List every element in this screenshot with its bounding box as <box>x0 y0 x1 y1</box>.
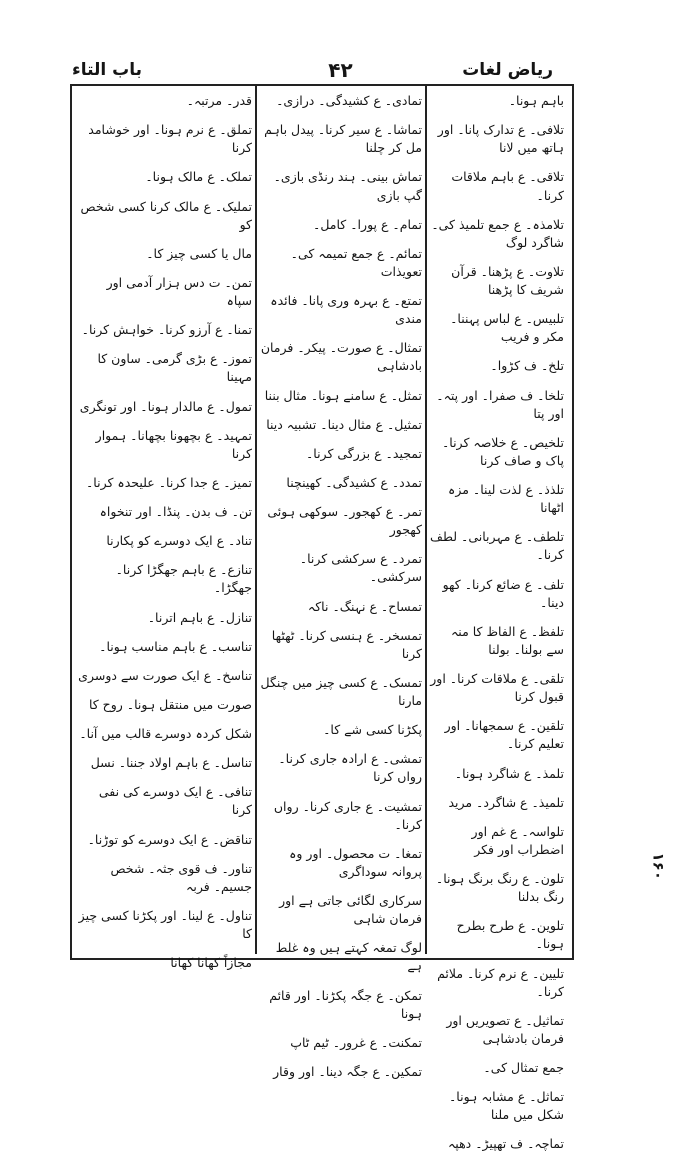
column-middle <box>260 92 422 1079</box>
dictionary-entry: تمول۔ ع مالدار ہونا۔ اور تونگری <box>79 398 252 414</box>
dictionary-entry: تمکن۔ ع جگہ پکڑنا۔ اور قائم ہونا <box>269 987 422 1021</box>
dictionary-entry: تمغا۔ ت محصول۔ اور وہ پروانہ سوداگری <box>289 845 422 879</box>
dictionary-entry: تماثل۔ ع مشابہ ہونا۔ شکل میں ملنا <box>448 1089 564 1123</box>
dictionary-entry: تمادی۔ ع کشیدگی۔ درازی۔ <box>276 93 422 108</box>
dictionary-entry: تناد۔ ع ایک دوسرے کو پکارنا <box>106 533 252 549</box>
column-left <box>78 92 252 971</box>
dictionary-entry: تلون۔ ع رنگ برنگ ہونا۔ رنگ بدلنا <box>435 871 564 905</box>
dictionary-entry: مجازاً کھانا کھانا <box>170 955 252 971</box>
section-title: باب التاء <box>72 60 142 80</box>
dictionary-entry: تماثیل۔ ع تصویریں اور فرمان بادشاہی <box>446 1012 564 1046</box>
dictionary-entry: تمسک۔ ع کسی چیز میں چنگل مارنا <box>260 674 422 708</box>
column-divider-left <box>255 86 257 954</box>
dictionary-entry: تناور۔ ف قوی جثہ۔ شخص جسیم۔ فربہ <box>110 860 252 894</box>
dictionary-entry: باہم ہونا۔ <box>508 93 564 108</box>
dictionary-entry: قدر۔ مرتبہ۔ <box>186 93 252 108</box>
dictionary-entry: تلف۔ ع ضائع کرنا۔ کھو دینا۔ <box>442 576 564 610</box>
dictionary-entry: تمائم۔ ع جمع تمیمہ کی۔ تعویذات <box>290 245 422 279</box>
dictionary-entry: تناسب۔ ع باہم مناسب ہونا۔ <box>99 638 252 654</box>
dictionary-entry: تمکین۔ ع جگہ دینا۔ اور وقار <box>273 1063 422 1079</box>
dictionary-entry: تمجید۔ ع بزرگی کرنا۔ <box>305 445 422 461</box>
dictionary-entry: تمتع۔ ع بہرہ وری پانا۔ فائدہ مندی <box>270 293 422 327</box>
dictionary-entry: تنافی۔ ع ایک دوسرے کی نفی کرنا <box>98 784 252 818</box>
dictionary-entry: تمکنت۔ ع غرور۔ ٹیم ٹاپ <box>290 1034 422 1050</box>
page-number: ۴۲ <box>328 58 353 82</box>
dictionary-entry: تملق۔ ع نرم ہونا۔ اور خوشامد کرنا <box>88 122 252 156</box>
dictionary-entry: تلمیذ۔ ع شاگرد۔ مرید <box>448 794 564 810</box>
dictionary-entry: تمساح۔ ع نہنگ۔ ناکہ <box>307 598 422 614</box>
dictionary-entry: تلاوت۔ ع پڑھنا۔ قرآن شریف کا پڑھنا <box>451 263 564 297</box>
dictionary-entry: تنازل۔ ع باہم اترنا۔ <box>147 609 252 625</box>
dictionary-entry: تمنا۔ ع آرزو کرنا۔ خواہش کرنا۔ <box>81 322 252 338</box>
dictionary-entry: تلمذ۔ ع شاگرد ہونا۔ <box>454 765 564 781</box>
dictionary-entry: تمرد۔ ع سرکشی کرنا۔ سرکشی۔ <box>299 551 422 585</box>
dictionary-entry: تلبیس۔ ع لباس پہننا۔ مکر و فریب <box>450 311 564 345</box>
dictionary-entry: تن۔ ف بدن۔ پنڈا۔ اور تنخواہ <box>99 504 252 519</box>
dictionary-entry: تلوین۔ ع طرح بطرح ہونا۔ <box>456 918 564 952</box>
dictionary-entry: تلخ۔ ف کڑوا۔ <box>490 358 564 374</box>
dictionary-entry: تلفظ۔ ع الفاظ کا منہ سے بولنا۔ بولنا <box>450 623 564 657</box>
dictionary-entry: پکڑنا کسی شے کا۔ <box>323 722 422 738</box>
dictionary-entry: تناسل۔ ع باہم اولاد جننا۔ نسل <box>90 755 252 771</box>
dictionary-entry: تنازع۔ ع باہم جھگڑا کرنا۔ جھگڑا۔ <box>115 562 252 596</box>
dictionary-entry: سرکاری لگائی جاتی ہے اور فرمان شاہی <box>279 893 422 927</box>
dictionary-entry: جمع تمثال کی۔ <box>483 1060 564 1075</box>
dictionary-entry: تمدد۔ ع کشیدگی۔ کھینچنا <box>286 474 422 490</box>
dictionary-entry: تناسخ۔ ع ایک صورت سے دوسری <box>78 667 252 683</box>
dictionary-entry: تلطف۔ ع مہربانی۔ لطف کرنا۔ <box>430 529 564 563</box>
dictionary-entry: تلقین۔ ع سمجھانا۔ اور تعلیم کرنا۔ <box>444 718 564 752</box>
dictionary-entry: تلیین۔ ع نرم کرنا۔ ملائم کرنا۔ <box>437 965 564 999</box>
dictionary-entry: تمسخر۔ ع ہنسی کرنا۔ ٹھٹھا کرنا <box>271 627 422 661</box>
dictionary-entry: تلذذ۔ ع لذت لینا۔ مزہ اٹھانا <box>448 482 564 516</box>
dictionary-entry: تماچہ۔ ف تھپیڑ۔ دھپہ <box>447 1136 564 1152</box>
dictionary-entry: تمر۔ ع کھجور۔ سوکھی ہوئی کھجور <box>267 504 422 538</box>
dictionary-entry: تناقض۔ ع ایک دوسرے کو توڑنا۔ <box>87 831 252 847</box>
dictionary-entry: تمثل۔ ع سامنے ہونا۔ مثال بننا <box>264 387 422 403</box>
dictionary-entry: تمثیل۔ ع مثال دینا۔ تشبیہ دینا <box>266 416 422 432</box>
column-right <box>430 92 564 1152</box>
dictionary-entry: تماشا۔ ع سیر کرنا۔ پیدل باہم مل کر چلنا <box>264 122 422 156</box>
dictionary-entry: تملک۔ ع مالک ہونا۔ <box>145 169 252 185</box>
dictionary-entry: تملیک۔ ع مالک کرنا کسی شخص کو <box>80 198 252 232</box>
book-title: ریاض لغات <box>462 60 553 80</box>
dictionary-entry: تناول۔ ع لینا۔ اور پکڑنا کسی چیز کا <box>78 907 252 941</box>
dictionary-entry: لوگ تمغہ کہتے ہیں وہ غلط ہے <box>275 940 422 974</box>
dictionary-entry: تمہید۔ ع بچھونا بچھانا۔ ہموار کرنا <box>95 427 252 461</box>
dictionary-entry: تمشیت۔ ع جاری کرنا۔ رواں کرنا۔ <box>273 798 422 832</box>
dictionary-entry: شکل کردہ دوسرے قالب میں آنا۔ <box>79 726 252 741</box>
dictionary-entry: صورت میں منتقل ہونا۔ روح کا <box>88 696 252 712</box>
dictionary-entry: تلامذہ۔ ع جمع تلمیذ کی۔ شاگرد لوگ <box>431 216 564 250</box>
dictionary-entry: تمام۔ ع پورا۔ کامل۔ <box>313 216 422 232</box>
column-divider-right <box>425 86 427 954</box>
dictionary-entry: تلاقی۔ ع باہم ملاقات کرنا۔ <box>451 169 564 203</box>
dictionary-entry: تمثال۔ ع صورت۔ پیکر۔ فرمان بادشاہی <box>260 340 422 374</box>
dictionary-entry: تمشی۔ ع ارادہ جاری کرنا۔ رواں کرنا <box>278 751 422 785</box>
dictionary-entry: تلخیص۔ ع خلاصہ کرنا۔ پاک و صاف کرنا <box>441 434 564 468</box>
dictionary-entry: تلافی۔ ع تدارک پانا۔ اور ہاتھ میں لانا <box>437 122 564 156</box>
dictionary-entry: تموز۔ ع بڑی گرمی۔ ساون کا مہینا <box>97 351 252 385</box>
dictionary-entry: تلقی۔ ع ملاقات کرنا۔ اور قبول کرنا <box>430 671 564 705</box>
dictionary-entry: تمن۔ ت دس ہزار آدمی اور سپاہ <box>106 274 252 308</box>
dictionary-entry: تمیز۔ ع جدا کرنا۔ علیحدہ کرنا۔ <box>85 474 252 490</box>
dictionary-entry: تلواسہ۔ ع غم اور اضطراب اور فکر <box>471 823 564 857</box>
margin-note: ۱۶۰ <box>649 852 667 880</box>
dictionary-entry: مال یا کسی چیز کا۔ <box>146 245 252 261</box>
dictionary-entry: تماش بینی۔ ہند رنڈی بازی۔ گپ بازی <box>273 169 422 203</box>
dictionary-entry: تلخا۔ ف صفرا۔ اور پتہ۔ اور پتا <box>436 387 564 421</box>
